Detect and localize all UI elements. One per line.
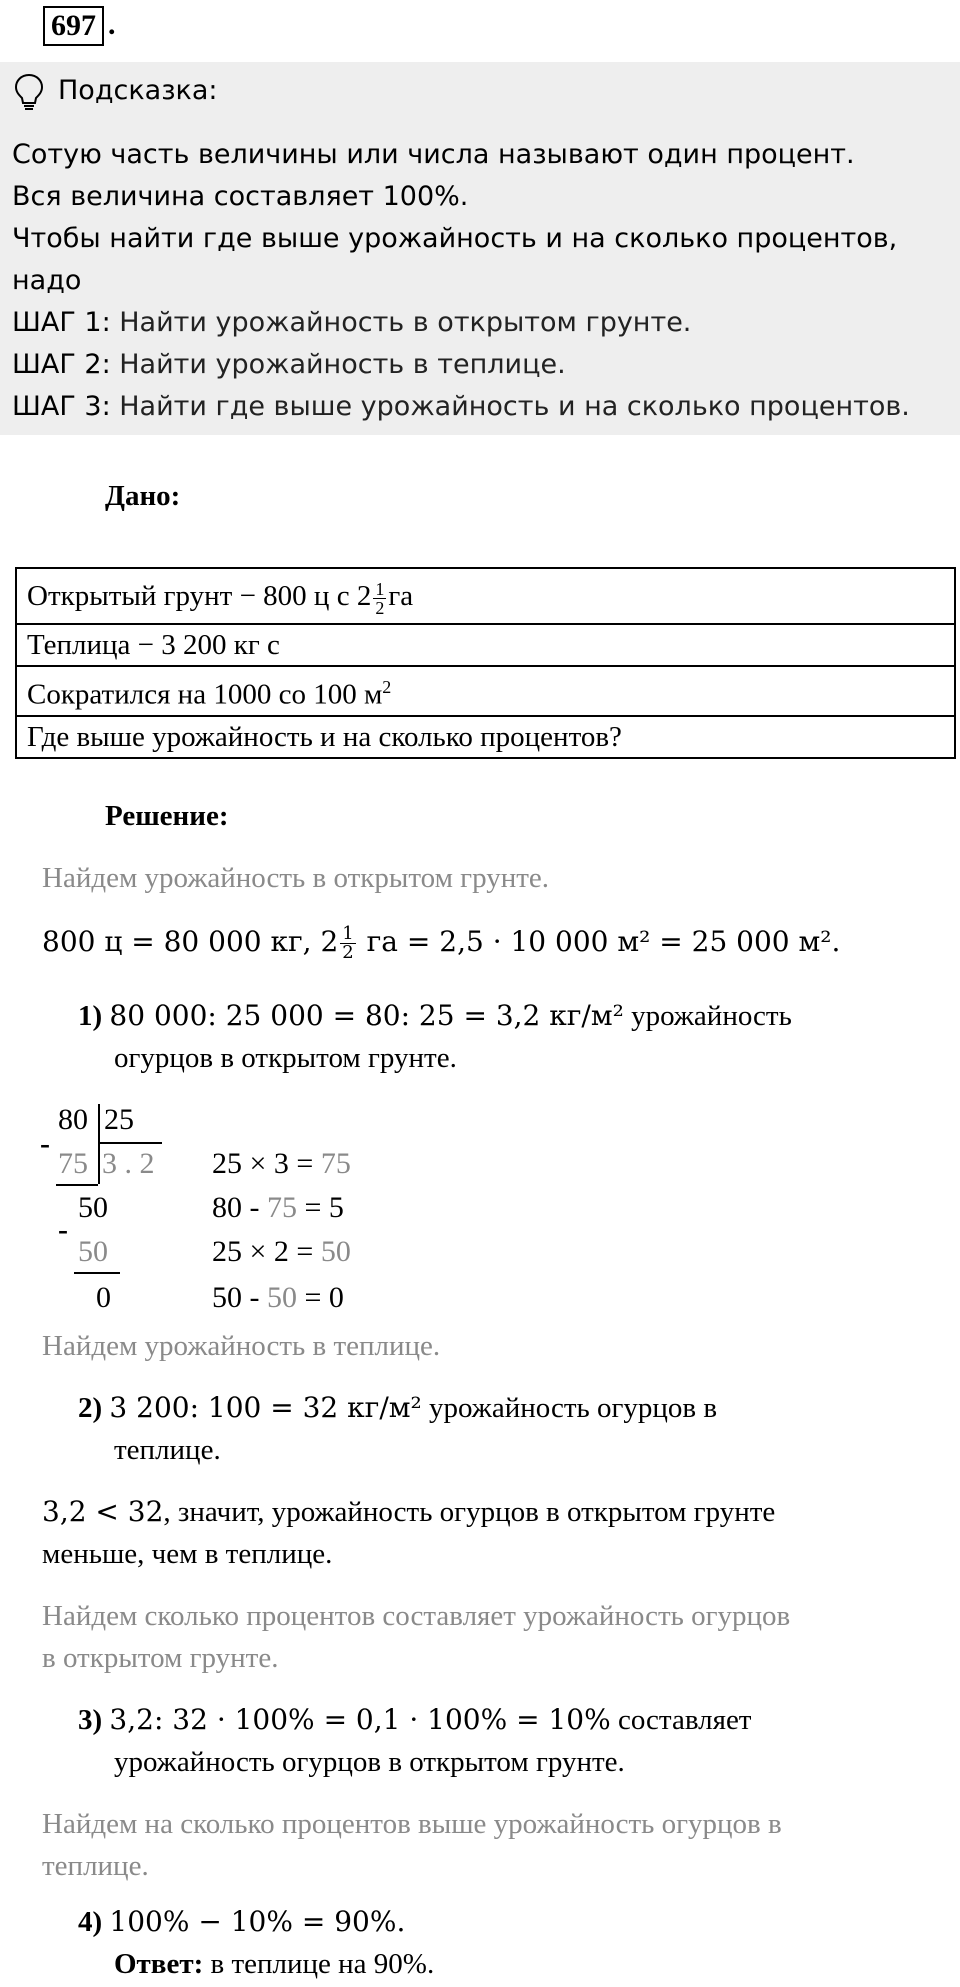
- remainder-1: 50: [78, 1191, 108, 1224]
- comparison-line-2: меньше, чем в теплице.: [42, 1538, 333, 1570]
- division-underline: [56, 1184, 98, 1186]
- given-row-2: Теплица − 3 200 кг с: [16, 624, 955, 666]
- step-2-line-2: теплице.: [114, 1434, 221, 1466]
- step-1-line-2: огурцов в открытом грунте.: [114, 1042, 457, 1074]
- division-note: 80 - 75 = 5: [212, 1191, 344, 1224]
- hint-step-2: ШАГ 2: Найти урожайность в теплице.: [12, 349, 566, 380]
- comment-4: Найдем на сколько процентов выше урожайность огурцов в: [42, 1808, 782, 1840]
- answer-label: Ответ:: [114, 1948, 204, 1980]
- hint-line-4: надо: [12, 265, 82, 296]
- hint-line-2: Вся величина составляет 100%.: [12, 181, 469, 212]
- conversion-line: 800 ц = 80 000 кг, 2 $\frac{1}{2}$ га = 2,5 · 10 000 м² = 25 000 м².: [42, 923, 841, 963]
- division-underline: [74, 1272, 120, 1274]
- step-3: 3) 3,2: 32 · 100% = 0,1 · 100% = 10% составляет: [78, 1703, 752, 1736]
- problem-number-dot: .: [108, 8, 116, 41]
- division-bar: [98, 1104, 100, 1184]
- divisor: 25: [104, 1103, 134, 1136]
- given-row-4: Где выше урожайность и на сколько процентов?: [16, 716, 955, 758]
- given-table: [15, 567, 956, 759]
- lightbulb-icon: [12, 72, 46, 112]
- minus-sign: -: [58, 1213, 68, 1246]
- step-1: 1) 80 000: 25 000 = 80: 25 = 3,2 кг/м² урожайность: [78, 999, 792, 1032]
- hint-line-1: Сотую часть величины или числа называют один процент.: [12, 139, 855, 170]
- step-2: 2) 3 200: 100 = 32 кг/м² урожайность огурцов в: [78, 1391, 718, 1424]
- hint-title: Подсказка:: [58, 75, 218, 106]
- given-row-3-text: Сократился на 1000 со 100 м: [27, 678, 383, 711]
- divisor-underline: [100, 1142, 162, 1144]
- comment-2: Найдем урожайность в теплице.: [42, 1330, 441, 1362]
- subtrahend-1: 75: [58, 1147, 88, 1180]
- given-row-1-unit: га: [388, 580, 414, 612]
- hint-step-1: ШАГ 1: Найти урожайность в открытом грунте.: [12, 307, 692, 338]
- comment-4-line-2: теплице.: [42, 1850, 149, 1882]
- comment-1: Найдем урожайность в открытом грунте.: [42, 862, 550, 894]
- given-row: [16, 716, 955, 758]
- division-note: 25 × 2 = 50: [212, 1235, 351, 1268]
- subtrahend-2: 50: [78, 1235, 108, 1268]
- given-heading: Дано:: [105, 480, 181, 512]
- minus-sign: -: [40, 1127, 50, 1160]
- comment-3: Найдем сколько процентов составляет урожайность огурцов: [42, 1600, 791, 1632]
- hint-line-3: Чтобы найти где выше урожайность и на сколько процентов,: [12, 223, 898, 254]
- answer: [114, 1946, 434, 1982]
- fraction: $\frac{1}{2}$: [375, 578, 385, 618]
- answer-text: в теплице на 90%.: [203, 1948, 435, 1980]
- fraction: $\frac{1}{2}$: [342, 923, 354, 963]
- division-note: 25 × 3 = 75: [212, 1147, 351, 1180]
- division-note: 50 - 50 = 0: [212, 1281, 344, 1314]
- comment-3-line-2: в открытом грунте.: [42, 1642, 279, 1674]
- comparison: 3,2 < 32, значит, урожайность огурцов в открытом грунте: [42, 1495, 776, 1528]
- given-row: [16, 624, 955, 666]
- step-3-line-2: урожайность огурцов в открытом грунте.: [114, 1746, 625, 1778]
- solution-heading: Решение:: [105, 800, 229, 832]
- step-4: 4) 100% − 10% = 90%.: [78, 1905, 406, 1938]
- quotient: 3 . 2: [102, 1147, 155, 1180]
- given-row: Сократился на 1000 со 100 $м^2$: [16, 666, 955, 716]
- hint-step-3: ШАГ 3: Найти где выше урожайность и на сколько процентов.: [12, 391, 910, 422]
- given-row: [16, 568, 955, 624]
- dividend: 80: [58, 1103, 88, 1136]
- remainder-2: 0: [96, 1281, 111, 1314]
- problem-number: 697: [43, 6, 104, 46]
- given-row-1-text: Открытый грунт − 800 ц с 2: [27, 580, 372, 612]
